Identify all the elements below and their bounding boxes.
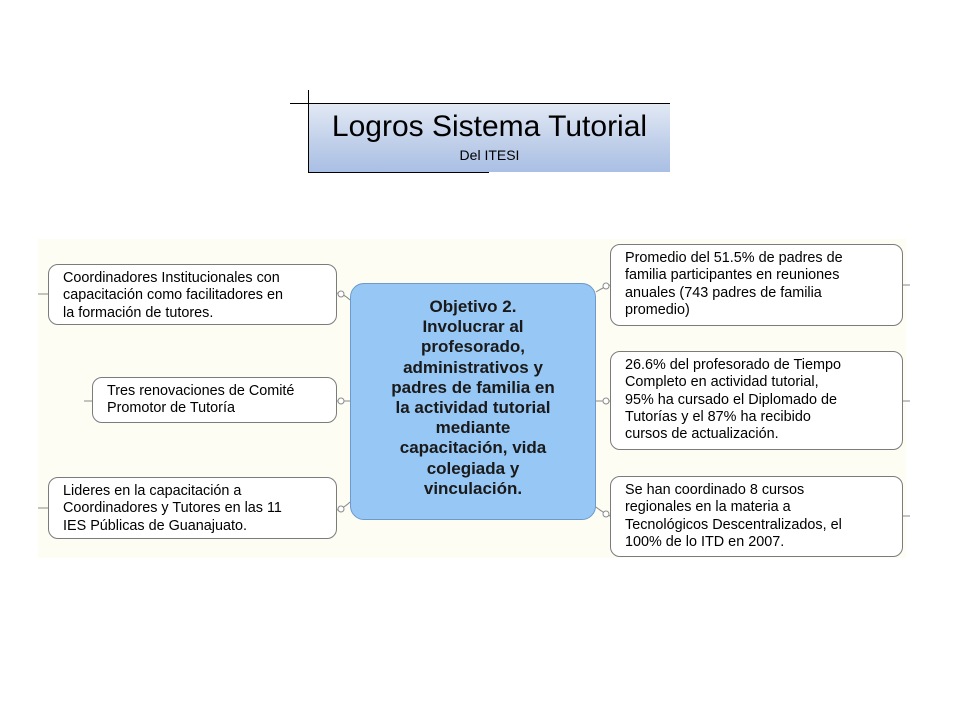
- topic-line: familia participantes en reuniones: [625, 267, 840, 284]
- topic-line: la formación de tutores.: [63, 304, 214, 321]
- topic-line: Tres renovaciones de Comité: [107, 383, 295, 399]
- left-topic-lideres: [48, 477, 337, 539]
- central-topic: [350, 283, 596, 520]
- topic-line: cursos de actualización.: [625, 426, 779, 443]
- topic-line: Promotor de Tutoría: [107, 400, 235, 417]
- topic-line: Se han coordinado 8 cursos: [625, 482, 805, 498]
- right-topic-cursos: [610, 476, 903, 557]
- left-topic-comite: [92, 377, 337, 423]
- central-topic-line: padres de familia en: [391, 377, 555, 397]
- slide-title: Logros Sistema Tutorial: [331, 110, 648, 143]
- central-topic-line: la actividad tutorial: [395, 398, 551, 418]
- topic-line: regionales en la materia a: [625, 499, 791, 516]
- central-topic-line: administrativos y: [403, 357, 543, 377]
- topic-line: 100% de lo ITD en 2007.: [625, 533, 785, 550]
- connector-dot-right-3: [603, 511, 609, 517]
- left-topic-coordinadores: [48, 264, 337, 325]
- central-topic-line: vinculación.: [423, 478, 523, 498]
- topic-line: Tecnológicos Descentralizados, el: [625, 516, 842, 533]
- central-topic-line: Involucrar al: [422, 317, 524, 337]
- central-topic-line: colegiada y: [426, 458, 520, 478]
- topic-line: 26.6% del profesorado de Tiempo: [625, 357, 841, 373]
- central-topic-line: Objetivo 2.: [429, 297, 517, 316]
- topic-line: 95% ha cursado el Diplomado de: [625, 391, 837, 408]
- topic-line: anuales (743 padres de familia: [625, 284, 822, 301]
- topic-line: Promedio del 51.5% de padres de: [625, 250, 843, 266]
- connector-dot-left-1: [338, 291, 344, 297]
- topic-line: Tutorías y el 87% ha recibido: [625, 408, 811, 425]
- connector-dot-left-2: [338, 398, 344, 404]
- topic-line: promedio): [625, 301, 690, 318]
- central-topic-line: capacitación, vida: [399, 438, 547, 458]
- connector-dot-left-3: [338, 506, 344, 512]
- connector-dot-right-1: [603, 283, 609, 289]
- slide-subtitle: Del ITESI: [459, 147, 520, 163]
- topic-line: Coordinadores Institucionales con: [63, 270, 280, 286]
- topic-line: Coordinadores y Tutores en las 11: [63, 500, 282, 517]
- connector-dot-right-2: [603, 398, 609, 404]
- right-topic-profesorado: [610, 351, 903, 450]
- topic-line: capacitación como facilitadores en: [63, 287, 283, 304]
- topic-line: Completo en actividad tutorial,: [625, 374, 819, 391]
- central-topic-line: mediante: [435, 418, 511, 438]
- right-topic-padres: [610, 244, 903, 326]
- topic-line: IES Públicas de Guanajuato.: [63, 517, 248, 534]
- topic-line: Lideres en la capacitación a: [63, 483, 242, 499]
- central-topic-line: profesorado,: [421, 337, 525, 357]
